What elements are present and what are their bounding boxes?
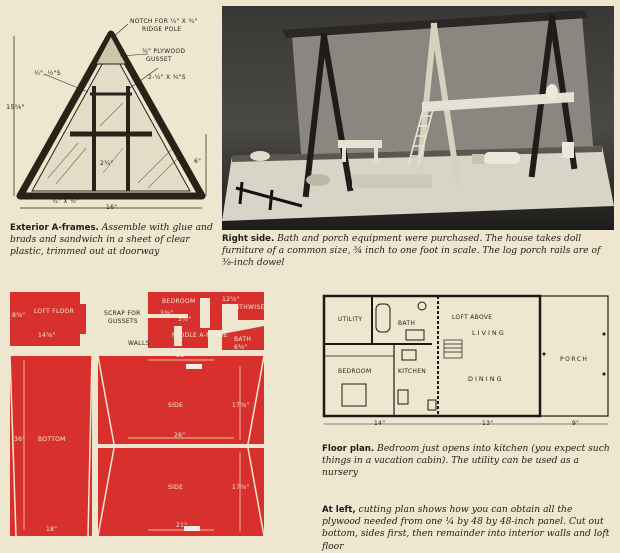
fp-kitchen: KITCHEN [398,368,427,375]
right-side-text: Bath and porch equipment were purchased. The house takes doll furniture of a common size, ¾ inch to one foot in scale. The log porch rails are of ⅜-inch dowel [222,233,601,269]
fp-dining: DINING [468,375,504,383]
cut-dim-18: 18" [46,526,58,533]
right-side-caption [222,233,614,270]
cut-bath: BATH [234,336,252,343]
cut-loft-dim: 14⅝" [38,332,56,339]
cutting-plan-caption [322,504,614,553]
cut-bath-dim: 6⅜" [234,344,248,351]
cut-walls: WALLS [128,340,150,347]
cutting-plan [8,290,266,538]
cut-dim-21-bottom: 21" [176,522,188,529]
fp-utility: UTILITY [338,316,363,323]
cut-bottom-dim: 36" [14,436,26,443]
cut-side-top: SIDE [168,402,184,409]
fp-bath: BATH [398,320,416,327]
fp-living: LIVING [472,329,506,337]
cut-middle-aframe: MIDDLE A-FRAME [172,332,229,339]
cut-scrap: SCRAP FOR [104,310,141,317]
cut-lengthwise: LENGTHWISE [222,304,265,311]
floor-plan-caption [322,443,614,480]
cut-side-bottom: SIDE [168,484,184,491]
plywood-label: ¼" PLYWOOD [142,48,186,55]
cut-side-dim-bottom: 17⅝" [232,484,250,491]
cut-loft-side: 8⅜" [12,312,26,319]
floor-plan-heading: Floor plan. [322,444,375,454]
cutting-plan-svg [8,290,266,538]
width-label: 16" [106,204,118,211]
notch-label: NOTCH FOR ¼" X ¾" [130,18,198,25]
model-photo-svg [222,6,614,230]
cutting-plan-heading: At left, [322,505,356,515]
strip-left-label: ¼", ½"S [34,70,61,77]
cutting-plan-text: cutting plan shows how you can obtain all the plywood needed from one ¼ by 48 by 48-inch panel. Cut out bottom, sides first, then remainder into interior walls and loft floor [322,504,610,552]
exterior-text: Assemble with glue and brads and sandwich in a sheet of clear plastic, trimmed out at doorway [10,222,213,258]
exterior-caption [10,222,220,259]
cut-gussets: GUSSETS [108,318,139,325]
fp-dim-14: 14" [374,420,386,427]
cut-bedroom: BEDROOM [162,298,196,305]
six-inch-label: 6" [194,158,202,165]
cut-bottom: BOTTOM [38,436,66,443]
cut-loft-floor: LOFT FLOOR [34,308,74,315]
aframe-svg [8,8,214,218]
ridge-pole-label: RIDGE POLE [142,26,182,33]
fp-bedroom: BEDROOM [338,368,372,375]
cut-dim-21-top: 21" [176,352,188,359]
quarter-small-label: ¼" X ½" [52,198,80,205]
cut-dim-26: 26" [174,432,186,439]
floor-plan [322,294,612,430]
fp-loft-above: LOFT ABOVE [452,314,493,321]
floor-plan-text: Bedroom just opens into kitchen (you expect such things in a vacation cabin). The utility can be used as a nursery [322,443,610,479]
model-photo [222,6,614,230]
fp-dim-13: 13" [482,420,494,427]
gusset-label: GUSSET [146,56,172,63]
cut-lengthwise-dim: 12⅝" [222,296,240,303]
exterior-heading: Exterior A-frames. [10,223,99,233]
fp-porch: PORCH [560,356,589,363]
aframe-drawing [8,8,214,218]
cut-bedroom-dim: 3⅜" [160,310,174,317]
two-quarter-label: 2¼" [100,160,114,167]
cut-side-dim-top: 17⅝" [232,402,250,409]
fp-dim-9: 9" [572,420,580,427]
cut-small-dim: 3½" [178,316,192,323]
strip-right-label: 2-¼" X ¾"S [148,74,186,81]
right-side-heading: Right side. [222,234,275,244]
height-label: 15⅝" [6,103,25,111]
